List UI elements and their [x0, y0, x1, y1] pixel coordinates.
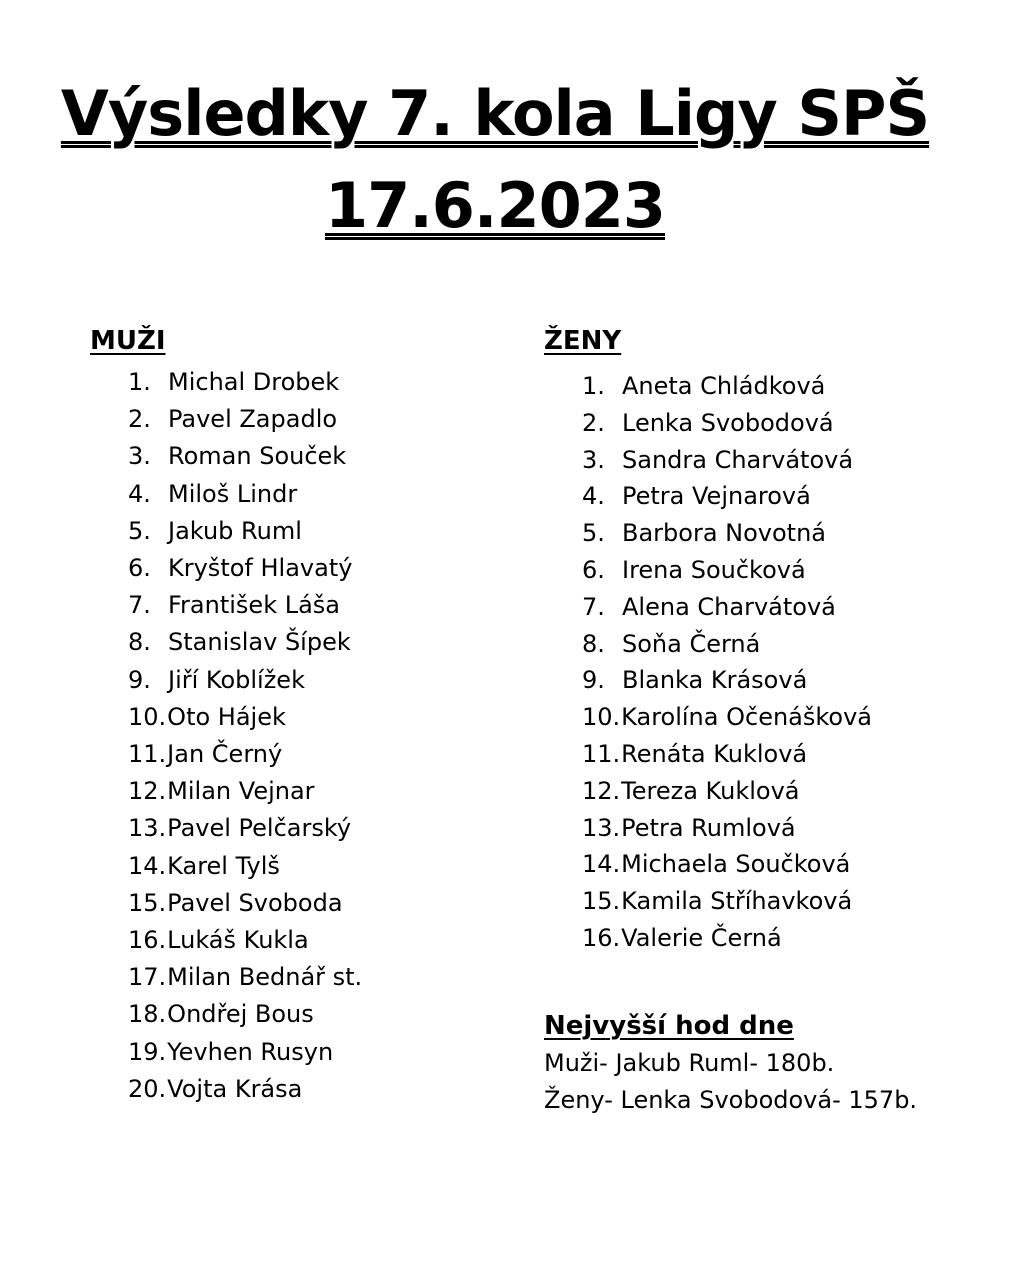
list-item — [128, 922, 510, 959]
rank-number: 1. — [128, 368, 151, 396]
competitor-name: Tereza Kuklová — [621, 776, 800, 805]
competitor-name: František Láša — [168, 591, 341, 620]
competitor-name: Pavel Pelčarský — [167, 814, 352, 843]
title-date: 17.6.2023 — [324, 169, 666, 242]
list-item — [582, 626, 984, 663]
top-throw-section — [544, 1007, 984, 1119]
rank-number: 11. — [582, 739, 621, 768]
competitor-name: Ondřej Bous — [167, 1000, 314, 1029]
rank-number: 16. — [128, 926, 167, 955]
rank-number: 18. — [128, 1000, 167, 1029]
competitor-name: Karel Tylš — [167, 851, 280, 880]
list-item — [582, 736, 984, 773]
list-item — [128, 959, 510, 996]
competitor-name: Lukáš Kukla — [167, 926, 309, 955]
list-item — [128, 550, 510, 587]
list-item — [582, 589, 984, 626]
list-item — [128, 1071, 510, 1108]
rank-number: 15. — [582, 887, 621, 916]
rank-number: 8. — [582, 629, 605, 658]
competitor-name: Jiří Koblížek — [168, 665, 305, 694]
rank-number: 13. — [582, 813, 621, 842]
rank-number: 10. — [128, 702, 167, 731]
competitor-name: Yevhen Rusyn — [167, 1037, 334, 1066]
list-item — [128, 513, 510, 550]
rank-number: 6. — [128, 554, 151, 583]
list-item — [128, 810, 510, 847]
list-item — [582, 846, 984, 883]
list-item — [582, 405, 984, 442]
women-heading: ŽENY — [544, 326, 622, 356]
list-item — [128, 996, 510, 1033]
rank-number: 9. — [582, 666, 605, 695]
list-item — [128, 699, 510, 736]
competitor-name: Petra Rumlová — [621, 813, 796, 842]
rank-number: 3. — [128, 442, 151, 471]
rank-number: 4. — [582, 482, 605, 511]
women-results-list — [582, 368, 984, 957]
men-results-section — [90, 322, 510, 1108]
list-item — [582, 773, 984, 810]
competitor-name: Renáta Kuklová — [621, 739, 808, 768]
list-item — [128, 364, 510, 401]
list-item — [582, 920, 984, 957]
competitor-name: Roman Souček — [168, 442, 347, 471]
competitor-name: Karolína Očenášková — [621, 703, 873, 732]
rank-number: 20. — [128, 1074, 167, 1103]
list-item — [582, 552, 984, 589]
competitor-name: Milan Bednář st. — [167, 963, 363, 992]
rank-number: 4. — [128, 479, 151, 508]
list-item — [582, 699, 984, 736]
list-item — [128, 624, 510, 661]
competitor-name: Miloš Lindr — [168, 479, 298, 508]
list-item — [128, 662, 510, 699]
list-item — [128, 773, 510, 810]
competitor-name: Stanislav Šípek — [168, 628, 351, 657]
rank-number: 16. — [582, 923, 621, 952]
competitor-name: Michal Drobek — [168, 368, 340, 396]
list-item — [582, 515, 984, 552]
competitor-name: Alena Charvátová — [622, 592, 836, 621]
list-item — [128, 885, 510, 922]
women-results-section — [544, 322, 984, 1119]
competitor-name: Kryštof Hlavatý — [168, 554, 353, 583]
competitor-name: Pavel Zapadlo — [168, 405, 338, 434]
list-item — [128, 401, 510, 438]
list-item — [128, 848, 510, 885]
rank-number: 5. — [582, 519, 605, 548]
competitor-name: Vojta Krása — [167, 1074, 303, 1103]
competitor-name: Jan Černý — [167, 740, 283, 769]
list-item — [128, 736, 510, 773]
document-title — [0, 74, 990, 246]
rank-number: 5. — [128, 516, 151, 545]
top-throw-men: Muži- Jakub Ruml- 180b. — [544, 1048, 835, 1077]
competitor-name: Irena Součková — [622, 555, 806, 584]
rank-number: 11. — [128, 740, 167, 769]
competitor-name: Soňa Černá — [622, 629, 761, 658]
men-heading: MUŽI — [90, 326, 166, 356]
rank-number: 14. — [582, 850, 621, 879]
top-throw-heading: Nejvyšší hod dne — [544, 1010, 794, 1041]
rank-number: 12. — [582, 776, 621, 805]
list-item — [582, 883, 984, 920]
competitor-name: Aneta Chládková — [622, 372, 826, 400]
rank-number: 6. — [582, 555, 605, 584]
competitor-name: Sandra Charvátová — [622, 445, 854, 474]
list-item — [582, 478, 984, 515]
list-item — [582, 810, 984, 847]
rank-number: 1. — [582, 372, 605, 400]
rank-number: 13. — [128, 814, 167, 843]
competitor-name: Blanka Krásová — [622, 666, 808, 695]
list-item — [582, 662, 984, 699]
competitor-name: Kamila Stříhavková — [621, 887, 853, 916]
rank-number: 10. — [582, 703, 621, 732]
competitor-name: Lenka Svobodová — [622, 408, 834, 437]
competitor-name: Petra Vejnarová — [622, 482, 811, 511]
top-throw-women: Ženy- Lenka Svobodová- 157b. — [544, 1085, 918, 1114]
rank-number: 8. — [128, 628, 151, 657]
competitor-name: Valerie Černá — [621, 923, 782, 952]
list-item — [128, 1034, 510, 1071]
title-heading: Výsledky 7. kola Ligy SPŠ — [60, 77, 930, 150]
competitor-name: Jakub Ruml — [168, 516, 302, 545]
rank-number: 7. — [582, 592, 605, 621]
list-item — [128, 438, 510, 475]
rank-number: 9. — [128, 665, 151, 694]
list-item — [582, 442, 984, 479]
competitor-name: Milan Vejnar — [167, 777, 315, 806]
rank-number: 7. — [128, 591, 151, 620]
competitor-name: Barbora Novotná — [622, 519, 827, 548]
list-item — [128, 476, 510, 513]
rank-number: 2. — [582, 408, 605, 437]
list-item — [128, 587, 510, 624]
men-results-list — [128, 364, 510, 1108]
rank-number: 12. — [128, 777, 167, 806]
rank-number: 2. — [128, 405, 151, 434]
rank-number: 17. — [128, 963, 167, 992]
rank-number: 19. — [128, 1037, 167, 1066]
competitor-name: Pavel Svoboda — [167, 888, 343, 917]
rank-number: 14. — [128, 851, 167, 880]
rank-number: 3. — [582, 445, 605, 474]
rank-number: 15. — [128, 888, 167, 917]
list-item — [582, 368, 984, 405]
competitor-name: Michaela Součková — [621, 850, 851, 879]
competitor-name: Oto Hájek — [167, 702, 286, 731]
